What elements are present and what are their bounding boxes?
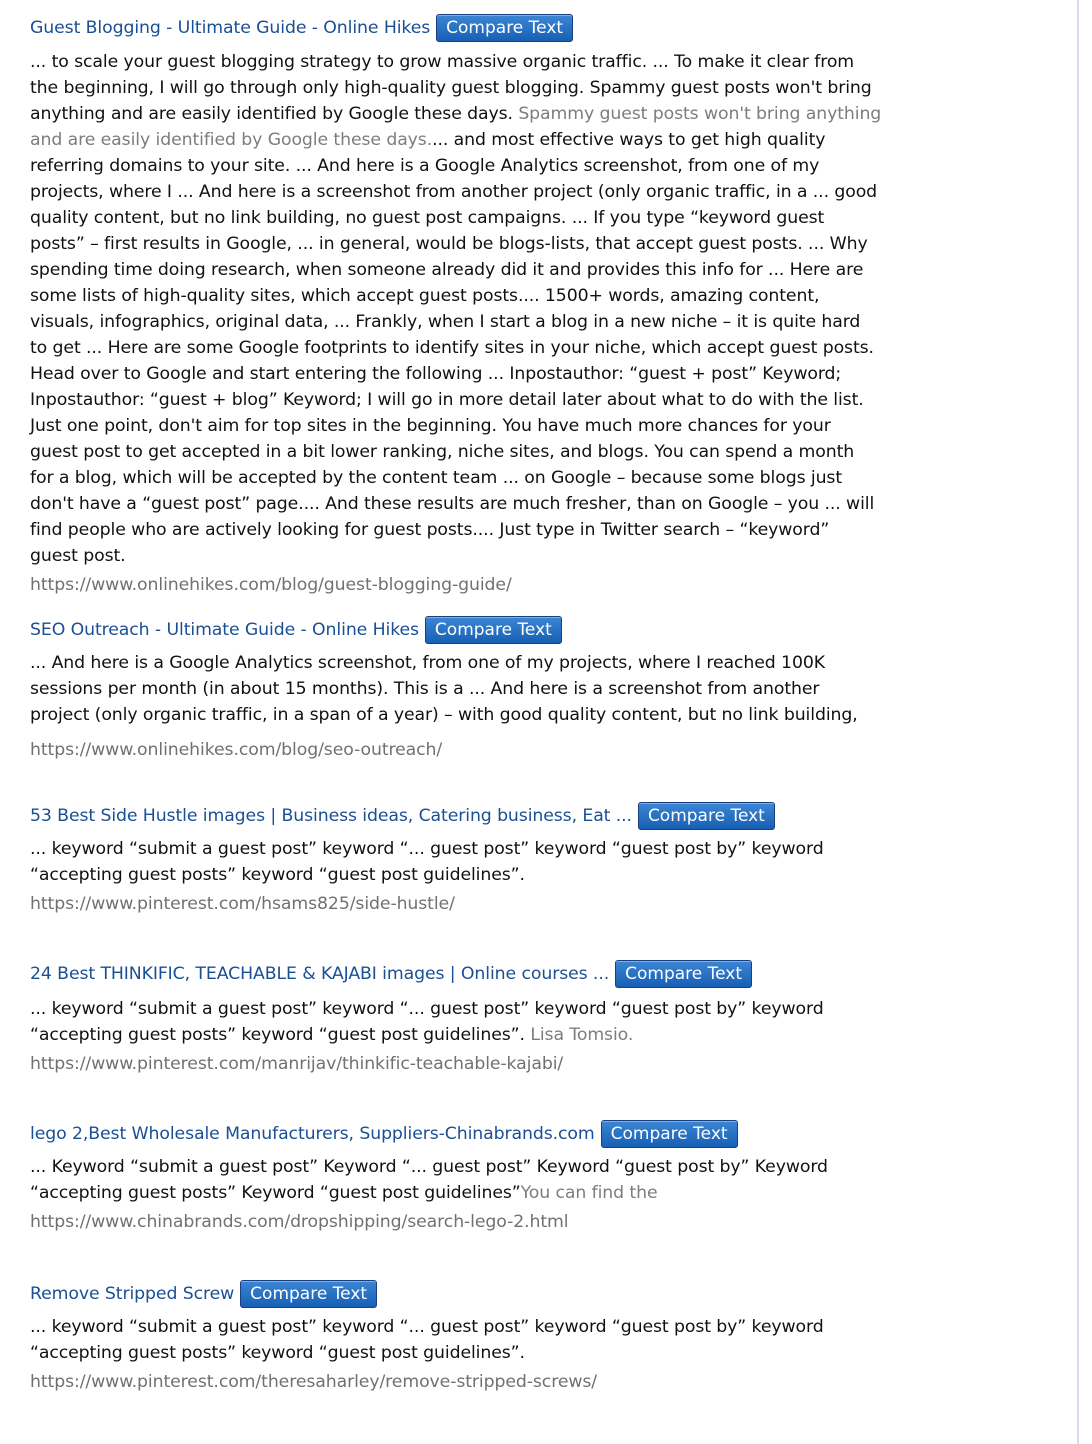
result-item	[30, 959, 882, 1074]
result-url[interactable]: https://www.chinabrands.com/dropshipping/search-lego-2.html	[30, 1212, 569, 1232]
result-title-link[interactable]: 53 Best Side Hustle images | Business ideas, Catering business, Eat ...	[30, 806, 632, 826]
result-title-row	[30, 13, 882, 43]
compare-text-button[interactable]: Compare Text	[601, 1120, 738, 1148]
snippet-text: ... keyword “submit a guest post” keyword “... guest post” keyword “guest post by” keyword “accepting guest posts” keyword “guest post guidelines”.	[30, 839, 824, 885]
right-border-line	[1077, 0, 1079, 1444]
result-item	[30, 1279, 882, 1392]
snippet-gray-text: Spammy guest posts won't bring anything and are easily identified by Google these days.	[30, 104, 882, 150]
result-item	[30, 1119, 882, 1232]
snippet-text: ... keyword “submit a guest post” keyword “... guest post” keyword “guest post by” keyword “accepting guest posts” keyword “guest post guidelines”.	[30, 1317, 824, 1363]
result-url[interactable]: https://www.pinterest.com/manrijav/thinkific-teachable-kajabi/	[30, 1054, 564, 1074]
result-item	[30, 615, 882, 760]
snippet-gray-text: Lisa Tomsio.	[530, 1025, 634, 1045]
snippet-text: ... And here is a Google Analytics screenshot, from one of my projects, where I reached 100K sessions per month (in about 15 months). This is a ... And here is a screenshot from another project (only organic traffic, in a span of a year) – with good quality content, but no link building,	[30, 653, 858, 725]
result-title-row	[30, 959, 882, 989]
result-url[interactable]: https://www.onlinehikes.com/blog/seo-outreach/	[30, 740, 443, 760]
result-snippet	[30, 650, 882, 728]
result-title-row	[30, 1119, 882, 1149]
result-url[interactable]: https://www.pinterest.com/hsams825/side-hustle/	[30, 894, 455, 914]
snippet-text: ... keyword “submit a guest post” keyword “... guest post” keyword “guest post by” keyword “accepting guest posts” keyword “guest post guidelines”.	[30, 999, 824, 1045]
result-title-row	[30, 615, 882, 645]
result-snippet	[30, 49, 882, 569]
result-title-link[interactable]: lego 2,Best Wholesale Manufacturers, Suppliers-Chinabrands.com	[30, 1124, 595, 1144]
result-item	[30, 801, 882, 914]
result-url[interactable]: https://www.onlinehikes.com/blog/guest-blogging-guide/	[30, 575, 512, 595]
snippet-text: ... Keyword “submit a guest post” Keyword “... guest post” Keyword “guest post by” Keyword “accepting guest posts” Keyword “guest post guidelines”	[30, 1157, 828, 1203]
result-snippet	[30, 996, 882, 1048]
result-title-row	[30, 1279, 882, 1309]
result-snippet	[30, 836, 882, 888]
result-url[interactable]: https://www.pinterest.com/theresaharley/remove-stripped-screws/	[30, 1372, 598, 1392]
compare-text-button[interactable]: Compare Text	[615, 960, 752, 988]
compare-text-button[interactable]: Compare Text	[425, 616, 562, 644]
result-snippet	[30, 1154, 882, 1206]
result-snippet	[30, 1314, 882, 1366]
result-item	[30, 13, 882, 595]
compare-text-button[interactable]: Compare Text	[436, 14, 573, 42]
result-title-link[interactable]: Remove Stripped Screw	[30, 1284, 235, 1304]
result-title-link[interactable]: 24 Best THINKIFIC, TEACHABLE & KAJABI images | Online courses ...	[30, 964, 610, 984]
compare-text-button[interactable]: Compare Text	[240, 1280, 377, 1308]
result-title-link[interactable]: Guest Blogging - Ultimate Guide - Online Hikes	[30, 18, 431, 38]
compare-text-button[interactable]: Compare Text	[638, 802, 775, 830]
result-title-row	[30, 801, 882, 831]
snippet-gray-text: You can find the	[520, 1183, 658, 1203]
snippet-text: ... and most effective ways to get high quality referring domains to your site. ... And here is a Google Analytics screenshot, from one of my projects, where I ... And here is a screenshot from another project (only organic traffic, in a ... good quality content, but no link building, no guest post campaigns. ... If you type “keyword guest posts” – first results in Google, ... in general, would be blogs-lists, that accept guest posts. ... Why spending time doing research, when someone already did it and provides this info for ... Here are some lists of high-quality sites, which accept guest posts.... 1500+ words, amazing content, visuals, infographics, original data, ... Frankly, when I start a blog in a new niche – it is quite hard to get ... Here are some Google footprints to identify sites in your niche, which accept guest posts. Head over to Google and start entering the following ... Inpostauthor: “guest + post” Keyword; Inpostauthor: “guest + blog” Keyword; I will go in more detail later about what to do with the list. Just one point, don't aim for top sites in the beginning. You have much more chances for your guest post to get accepted in a bit lower ranking, niche sites, and blogs. You can spend a month for a blog, which will be accepted by the content team ... on Google – because some blogs just don't have a “guest post” page.... And these results are much fresher, than on Google – you ... will find people who are actively looking for guest posts.... Just type in Twitter search – “keyword” guest post.	[30, 130, 878, 566]
snippet-text: ... to scale your guest blogging strategy to grow massive organic traffic. ... To make it clear from the beginning, I will go through only high-quality guest blogging. Spammy guest posts won't bring anything and are easily identified by Google these days.	[30, 52, 872, 124]
result-title-link[interactable]: SEO Outreach - Ultimate Guide - Online Hikes	[30, 620, 419, 640]
